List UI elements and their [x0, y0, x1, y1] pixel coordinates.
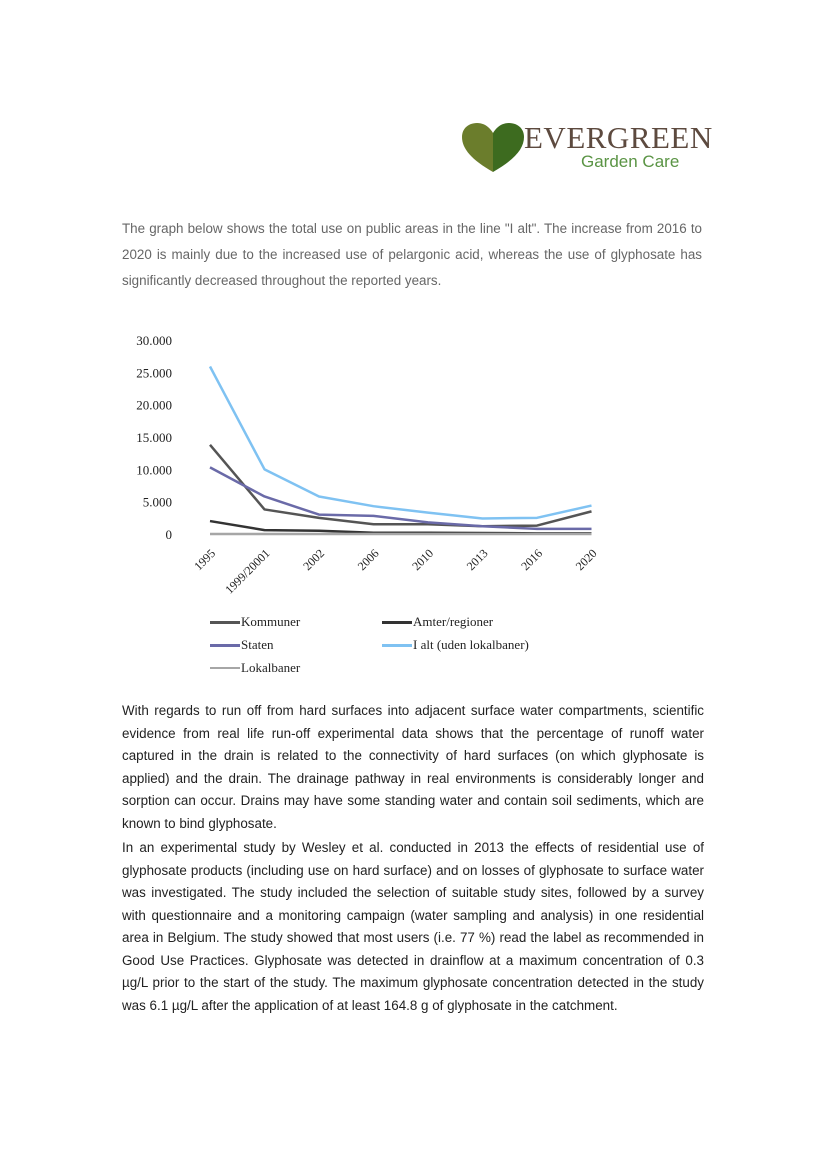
x-tick-label: 2002 — [300, 546, 328, 574]
heart-leaf-icon — [460, 122, 526, 174]
y-tick-label: 10.000 — [136, 462, 172, 478]
legend-label: Lokalbaner — [241, 660, 301, 675]
x-tick-label: 2020 — [572, 546, 600, 574]
runoff-paragraph: With regards to run off from hard surfaces into adjacent surface water compartments, scientific evidence from real life run-off experimental data shows that the percentage of runoff water captured in the drain is related to the connectivity of hard surfaces (on which glyphosate is applied) and the drain. The drainage pathway in real environments is considerably longer and sorption can occur. Drains may have some standing water and contain soil sediments, which are known to bind glyphosate. — [122, 703, 704, 831]
y-tick-label: 5.000 — [142, 494, 172, 510]
series-line-staten — [210, 467, 592, 528]
x-tick-label: 2013 — [463, 546, 491, 574]
chart-legend — [210, 614, 610, 680]
legend-item — [210, 614, 300, 630]
x-tick-label: 1999/20001 — [222, 546, 273, 597]
series-line-amter-regioner — [210, 521, 592, 533]
y-tick-label: 30.000 — [136, 333, 172, 348]
series-line-i-alt-uden-lokalbaner — [210, 367, 592, 519]
x-tick-label: 2016 — [518, 546, 546, 574]
legend-swatch — [210, 667, 240, 669]
study-paragraph: In an experimental study by Wesley et al. conducted in 2013 the effects of residential use of glyphosate products (including use on hard surface) and on losses of glyphosate to surface water was investigated. The study included the selection of suitable study sites, followed by a survey with questionnaire and a monitoring campaign (water sampling and analysis) in one residential area in Belgium. The study showed that most users (i.e. 77 %) read the label as recommended in Good Use Practices. Glyphosate was detected in drainflow at a maximum concentration of 0.3 µg/L prior to the start of the study. The maximum glyphosate concentration detected in the study was 6.1 µg/L after the application of at least 164.8 g of glyphosate in the catchment. — [122, 840, 704, 1013]
x-tick-label: 2006 — [354, 546, 382, 574]
legend-item — [382, 637, 529, 653]
legend-item — [210, 637, 274, 653]
legend-item — [210, 660, 300, 676]
intro-paragraph: The graph below shows the total use on public areas in the line "I alt". The increase from 2016 to 2020 is mainly due to the increased use of pelargonic acid, whereas the use of glyphosate has significantly decreased throughout the reported years. — [122, 221, 702, 288]
y-tick-label: 25.000 — [136, 365, 172, 381]
brand-name: EVERGREEN — [524, 120, 713, 155]
legend-item — [382, 614, 493, 630]
y-tick-label: 15.000 — [136, 430, 172, 445]
legend-swatch — [210, 621, 240, 624]
x-tick-label: 1995 — [191, 546, 219, 574]
y-tick-label: 0 — [165, 527, 172, 542]
evergreen-logo — [460, 118, 713, 180]
y-tick-label: 20.000 — [136, 397, 172, 413]
legend-swatch — [382, 621, 412, 624]
series-line-kommuner — [210, 445, 592, 526]
legend-label: Staten — [241, 637, 274, 652]
legend-label: I alt (uden lokalbaner) — [413, 637, 529, 652]
x-tick-label: 2010 — [409, 546, 437, 574]
usage-line-chart — [90, 318, 610, 608]
legend-label: Kommuner — [241, 614, 301, 629]
legend-swatch — [382, 644, 412, 647]
legend-swatch — [210, 644, 240, 647]
brand-subtitle: Garden Care — [581, 152, 680, 171]
legend-label: Amter/regioner — [413, 614, 494, 629]
